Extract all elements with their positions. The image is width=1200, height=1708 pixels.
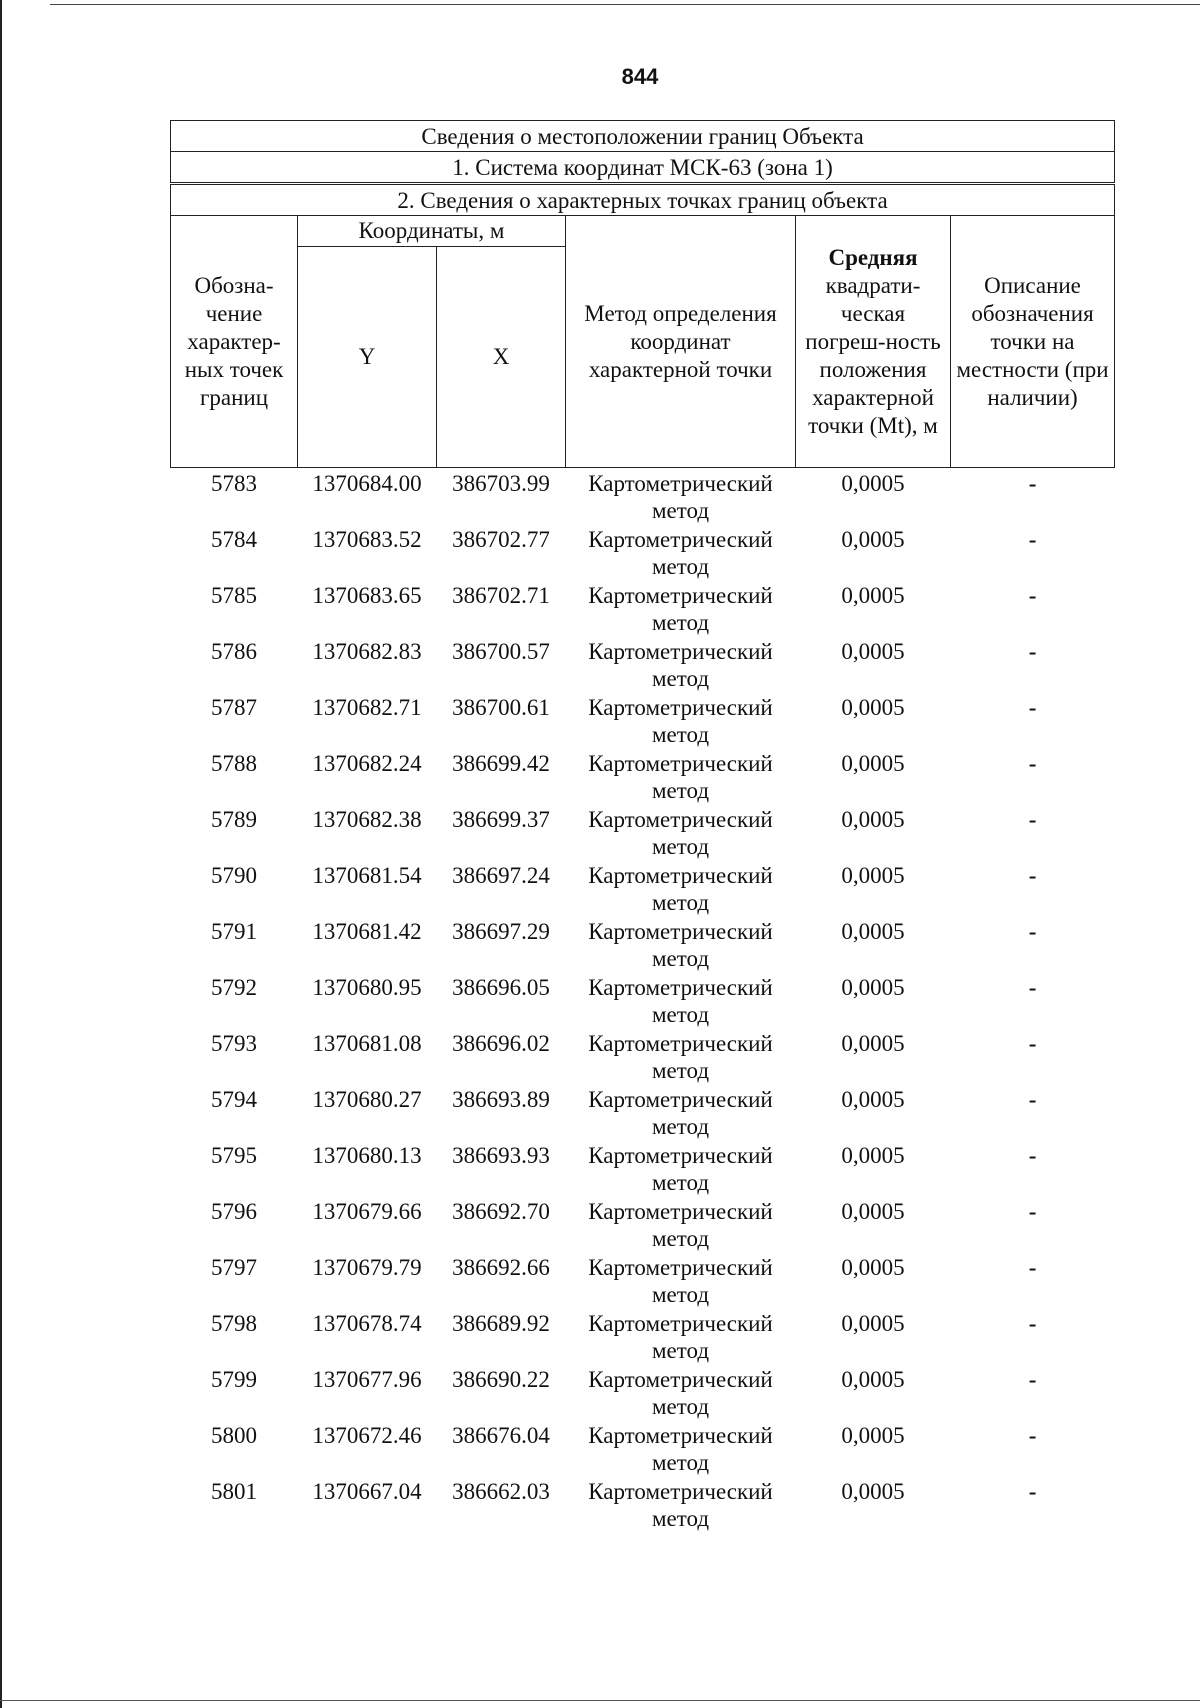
description-cell bbox=[951, 918, 1115, 974]
dash-mark: - bbox=[1028, 751, 1037, 776]
table-row bbox=[171, 638, 1115, 694]
y-coordinate-cell: 1370682.83 bbox=[312, 639, 422, 664]
point-id-cell: 5784 bbox=[211, 527, 257, 552]
error-header-title: Средняя bbox=[828, 244, 918, 270]
y-coordinate-cell: 1370684.00 bbox=[312, 471, 422, 496]
description-cell bbox=[951, 806, 1115, 862]
x-coordinate-cell: 386699.37 bbox=[452, 807, 550, 832]
description-cell bbox=[951, 694, 1115, 750]
description-cell bbox=[951, 1478, 1115, 1534]
page-number-text: 844 bbox=[621, 64, 659, 89]
description-cell bbox=[951, 1198, 1115, 1254]
y-coordinate-cell: 1370678.74 bbox=[312, 1311, 422, 1336]
method-cell: Картометрический метод bbox=[588, 975, 773, 1027]
boundary-points-table bbox=[170, 120, 1115, 1534]
y-coordinate-cell: 1370682.24 bbox=[312, 751, 422, 776]
method-cell: Картометрический метод bbox=[588, 1255, 773, 1307]
error-cell: 0,0005 bbox=[841, 527, 905, 552]
point-id-cell: 5793 bbox=[211, 1031, 257, 1056]
error-cell: 0,0005 bbox=[841, 1199, 905, 1224]
error-cell: 0,0005 bbox=[841, 1311, 905, 1336]
y-coordinate-cell: 1370680.13 bbox=[312, 1143, 422, 1168]
y-header: Y bbox=[298, 247, 437, 468]
method-cell: Картометрический метод bbox=[588, 471, 773, 523]
table-row bbox=[171, 1478, 1115, 1534]
dash-mark: - bbox=[1028, 1199, 1037, 1224]
point-id-cell: 5798 bbox=[211, 1311, 257, 1336]
dash-mark: - bbox=[1028, 1311, 1037, 1336]
y-coordinate-cell: 1370681.42 bbox=[312, 919, 422, 944]
method-cell: Картометрический метод bbox=[588, 751, 773, 803]
dash-mark: - bbox=[1028, 1423, 1037, 1448]
table-row bbox=[171, 582, 1115, 638]
point-id-cell: 5796 bbox=[211, 1199, 257, 1224]
table-row bbox=[171, 1310, 1115, 1366]
y-coordinate-cell: 1370680.95 bbox=[312, 975, 422, 1000]
table-row bbox=[171, 1422, 1115, 1478]
table-row bbox=[171, 1198, 1115, 1254]
scan-top-line bbox=[50, 4, 1200, 5]
y-coordinate-cell: 1370681.08 bbox=[312, 1031, 422, 1056]
method-cell: Картометрический метод bbox=[588, 1311, 773, 1363]
method-cell: Картометрический метод bbox=[588, 1143, 773, 1195]
dash-mark: - bbox=[1028, 1479, 1037, 1504]
section-title: 2. Сведения о характерных точках границ объекта bbox=[171, 184, 1115, 216]
table-row bbox=[171, 974, 1115, 1030]
method-cell: Картометрический метод bbox=[588, 863, 773, 915]
error-cell: 0,0005 bbox=[841, 1255, 905, 1280]
dash-mark: - bbox=[1028, 863, 1037, 888]
point-id-cell: 5795 bbox=[211, 1143, 257, 1168]
dash-mark: - bbox=[1028, 639, 1037, 664]
dash-mark: - bbox=[1028, 1031, 1037, 1056]
error-cell: 0,0005 bbox=[841, 1479, 905, 1504]
page-number bbox=[0, 64, 1200, 90]
table-title: Сведения о местоположении границ Объекта bbox=[171, 121, 1115, 152]
table-row bbox=[171, 526, 1115, 582]
point-id-cell: 5800 bbox=[211, 1423, 257, 1448]
x-coordinate-cell: 386692.66 bbox=[452, 1255, 550, 1280]
x-coordinate-cell: 386693.93 bbox=[452, 1143, 550, 1168]
method-cell: Картометрический метод bbox=[588, 1031, 773, 1083]
method-cell: Картометрический метод bbox=[588, 1087, 773, 1139]
table-header bbox=[171, 121, 1115, 468]
table-row bbox=[171, 1142, 1115, 1198]
x-coordinate-cell: 386700.57 bbox=[452, 639, 550, 664]
point-id-cell: 5799 bbox=[211, 1367, 257, 1392]
method-cell: Картометрический метод bbox=[588, 583, 773, 635]
x-coordinate-cell: 386696.02 bbox=[452, 1031, 550, 1056]
description-cell bbox=[951, 974, 1115, 1030]
y-coordinate-cell: 1370679.66 bbox=[312, 1199, 422, 1224]
error-header bbox=[796, 216, 951, 468]
table-row bbox=[171, 694, 1115, 750]
dash-mark: - bbox=[1028, 695, 1037, 720]
x-coordinate-cell: 386689.92 bbox=[452, 1311, 550, 1336]
y-coordinate-cell: 1370667.04 bbox=[312, 1479, 422, 1504]
y-coordinate-cell: 1370682.38 bbox=[312, 807, 422, 832]
point-id-cell: 5794 bbox=[211, 1087, 257, 1112]
table-row bbox=[171, 1030, 1115, 1086]
dash-mark: - bbox=[1028, 975, 1037, 1000]
y-coordinate-cell: 1370682.71 bbox=[312, 695, 422, 720]
method-cell: Картометрический метод bbox=[588, 639, 773, 691]
table-row bbox=[171, 1254, 1115, 1310]
error-cell: 0,0005 bbox=[841, 583, 905, 608]
point-id-cell: 5801 bbox=[211, 1479, 257, 1504]
point-id-cell: 5791 bbox=[211, 919, 257, 944]
error-cell: 0,0005 bbox=[841, 975, 905, 1000]
dash-mark: - bbox=[1028, 471, 1037, 496]
y-coordinate-cell: 1370683.65 bbox=[312, 583, 422, 608]
x-coordinate-cell: 386697.29 bbox=[452, 919, 550, 944]
description-header: Описание обозначения точки на местности (при наличии) bbox=[951, 216, 1115, 468]
x-coordinate-cell: 386700.61 bbox=[452, 695, 550, 720]
table-row bbox=[171, 806, 1115, 862]
table-row bbox=[171, 468, 1115, 527]
x-coordinate-cell: 386703.99 bbox=[452, 471, 550, 496]
description-cell bbox=[951, 1086, 1115, 1142]
y-coordinate-cell: 1370679.79 bbox=[312, 1255, 422, 1280]
error-cell: 0,0005 bbox=[841, 751, 905, 776]
method-header: Метод определения координат характерной точки bbox=[566, 216, 796, 468]
error-cell: 0,0005 bbox=[841, 807, 905, 832]
description-cell bbox=[951, 1422, 1115, 1478]
description-cell bbox=[951, 1030, 1115, 1086]
y-coordinate-cell: 1370677.96 bbox=[312, 1367, 422, 1392]
point-id-cell: 5783 bbox=[211, 471, 257, 496]
description-cell bbox=[951, 468, 1115, 527]
point-id-cell: 5789 bbox=[211, 807, 257, 832]
x-coordinate-cell: 386697.24 bbox=[452, 863, 550, 888]
description-cell bbox=[951, 526, 1115, 582]
table-body bbox=[171, 468, 1115, 1535]
designation-header: Обозна-чение характер-ных точек границ bbox=[171, 216, 298, 468]
x-header: X bbox=[437, 247, 566, 468]
x-coordinate-cell: 386699.42 bbox=[452, 751, 550, 776]
x-coordinate-cell: 386690.22 bbox=[452, 1367, 550, 1392]
error-cell: 0,0005 bbox=[841, 1423, 905, 1448]
dash-mark: - bbox=[1028, 583, 1037, 608]
x-coordinate-cell: 386693.89 bbox=[452, 1087, 550, 1112]
dash-mark: - bbox=[1028, 1367, 1037, 1392]
dash-mark: - bbox=[1028, 1255, 1037, 1280]
error-cell: 0,0005 bbox=[841, 919, 905, 944]
error-cell: 0,0005 bbox=[841, 1143, 905, 1168]
y-coordinate-cell: 1370680.27 bbox=[312, 1087, 422, 1112]
table-row bbox=[171, 750, 1115, 806]
point-id-cell: 5786 bbox=[211, 639, 257, 664]
error-cell: 0,0005 bbox=[841, 1367, 905, 1392]
coordinate-system: 1. Система координат МСК-63 (зона 1) bbox=[171, 152, 1115, 184]
method-cell: Картометрический метод bbox=[588, 527, 773, 579]
description-cell bbox=[951, 1254, 1115, 1310]
method-cell: Картометрический метод bbox=[588, 807, 773, 859]
coordinates-header: Координаты, м bbox=[298, 216, 566, 247]
dash-mark: - bbox=[1028, 1143, 1037, 1168]
description-cell bbox=[951, 1310, 1115, 1366]
error-cell: 0,0005 bbox=[841, 639, 905, 664]
error-cell: 0,0005 bbox=[841, 471, 905, 496]
method-cell: Картометрический метод bbox=[588, 919, 773, 971]
method-cell: Картометрический метод bbox=[588, 1479, 773, 1531]
x-coordinate-cell: 386662.03 bbox=[452, 1479, 550, 1504]
x-coordinate-cell: 386676.04 bbox=[452, 1423, 550, 1448]
point-id-cell: 5797 bbox=[211, 1255, 257, 1280]
dash-mark: - bbox=[1028, 919, 1037, 944]
table-row bbox=[171, 862, 1115, 918]
y-coordinate-cell: 1370683.52 bbox=[312, 527, 422, 552]
y-coordinate-cell: 1370672.46 bbox=[312, 1423, 422, 1448]
x-coordinate-cell: 386702.77 bbox=[452, 527, 550, 552]
point-id-cell: 5787 bbox=[211, 695, 257, 720]
dash-mark: - bbox=[1028, 807, 1037, 832]
error-cell: 0,0005 bbox=[841, 863, 905, 888]
point-id-cell: 5785 bbox=[211, 583, 257, 608]
error-cell: 0,0005 bbox=[841, 695, 905, 720]
error-cell: 0,0005 bbox=[841, 1087, 905, 1112]
y-coordinate-cell: 1370681.54 bbox=[312, 863, 422, 888]
dash-mark: - bbox=[1028, 1087, 1037, 1112]
method-cell: Картометрический метод bbox=[588, 1199, 773, 1251]
description-cell bbox=[951, 638, 1115, 694]
error-header-rest: квадрати-ческая погреш-ность положения характерной точки (Mt), м bbox=[805, 272, 941, 438]
scan-bottom-line bbox=[0, 1700, 1200, 1701]
description-cell bbox=[951, 750, 1115, 806]
table-row bbox=[171, 1366, 1115, 1422]
description-cell bbox=[951, 1366, 1115, 1422]
point-id-cell: 5790 bbox=[211, 863, 257, 888]
method-cell: Картометрический метод bbox=[588, 1367, 773, 1419]
scan-edge bbox=[0, 0, 2, 1708]
x-coordinate-cell: 386702.71 bbox=[452, 583, 550, 608]
point-id-cell: 5788 bbox=[211, 751, 257, 776]
x-coordinate-cell: 386696.05 bbox=[452, 975, 550, 1000]
x-coordinate-cell: 386692.70 bbox=[452, 1199, 550, 1224]
description-cell bbox=[951, 862, 1115, 918]
description-cell bbox=[951, 1142, 1115, 1198]
method-cell: Картометрический метод bbox=[588, 1423, 773, 1475]
dash-mark: - bbox=[1028, 527, 1037, 552]
table-row bbox=[171, 1086, 1115, 1142]
error-cell: 0,0005 bbox=[841, 1031, 905, 1056]
method-cell: Картометрический метод bbox=[588, 695, 773, 747]
description-cell bbox=[951, 582, 1115, 638]
table-row bbox=[171, 918, 1115, 974]
point-id-cell: 5792 bbox=[211, 975, 257, 1000]
